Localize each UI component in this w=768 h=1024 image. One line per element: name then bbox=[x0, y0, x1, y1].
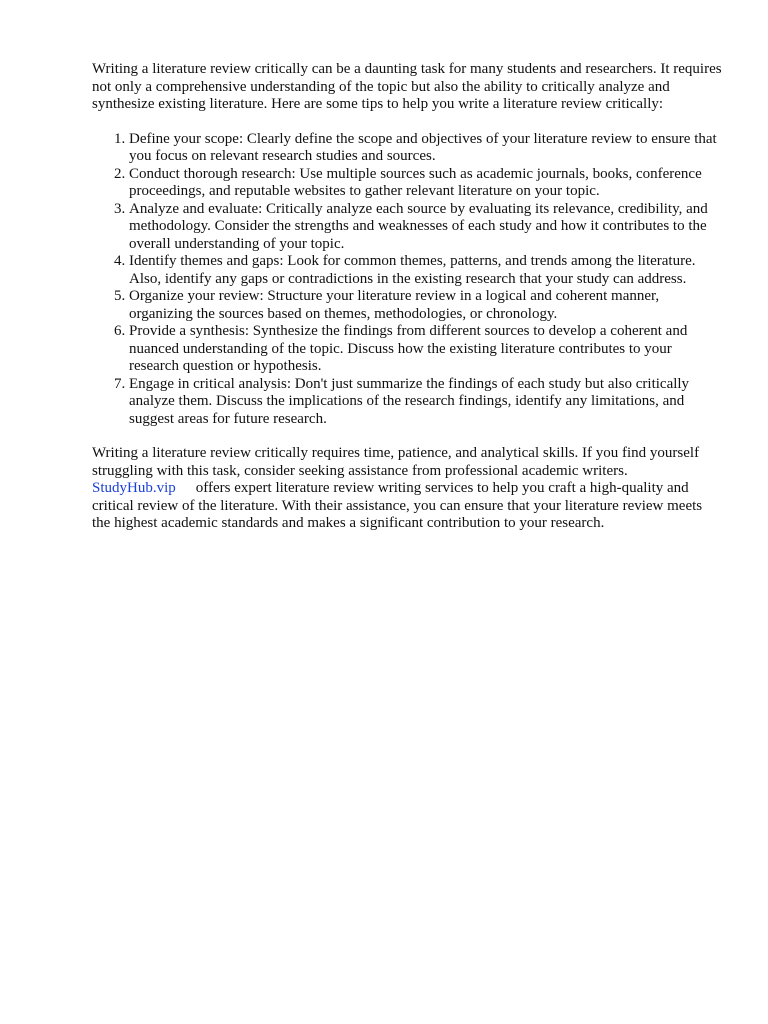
conclusion-text-before-link: Writing a literature review critically requires time, patience, and analytical skills. If you find yourself struggling with this task, consider seeking assistance from professional academic writers. bbox=[92, 445, 700, 479]
tip-item: 6. Provide a synthesis: Synthesize the findings from different sources to develop a coherent and nuanced understanding of the topic. Discuss how the existing literature contributes to your research question or hypothesis. bbox=[129, 323, 724, 376]
conclusion-text-after-link: offers expert literature review writing services to help you craft a high-quality and critical review of the literature. With their assistance, you can ensure that your literature review meets the highest academic standards and makes a significant contribution to your research. bbox=[92, 480, 703, 531]
tip-item: 4. Identify themes and gaps: Look for common themes, patterns, and trends among the literature. Also, identify any gaps or contradictions in the existing research that your study can address. bbox=[129, 253, 724, 288]
tip-item: 5. Organize your review: Structure your literature review in a logical and coherent manner, organizing the sources based on themes, methodologies, or chronology. bbox=[129, 288, 724, 323]
conclusion-paragraph bbox=[92, 445, 724, 533]
intro-paragraph: Writing a literature review critically can be a daunting task for many students and researchers. It requires not only a comprehensive understanding of the topic but also the ability to critically analyze and synthesize existing literature. Here are some tips to help you write a literature review critically: bbox=[92, 61, 722, 112]
tips-list bbox=[92, 131, 724, 429]
document-page bbox=[92, 61, 724, 533]
tip-item: 3. Analyze and evaluate: Critically analyze each source by evaluating its relevance, credibility, and methodology. Consider the strengths and weaknesses of each study and how it contributes to the overall understanding of your topic. bbox=[129, 201, 724, 254]
tip-item: 7. Engage in critical analysis: Don't just summarize the findings of each study but also critically analyze them. Discuss the implications of the research findings, identify any limitations, and suggest areas for future research. bbox=[129, 376, 724, 429]
tip-item: 1. Define your scope: Clearly define the scope and objectives of your literature review to ensure that you focus on relevant research studies and sources. bbox=[129, 131, 724, 166]
studyhub-link[interactable]: StudyHub.vip bbox=[92, 480, 176, 496]
tip-item: 2. Conduct thorough research: Use multiple sources such as academic journals, books, conference proceedings, and reputable websites to gather relevant literature on your topic. bbox=[129, 166, 724, 201]
